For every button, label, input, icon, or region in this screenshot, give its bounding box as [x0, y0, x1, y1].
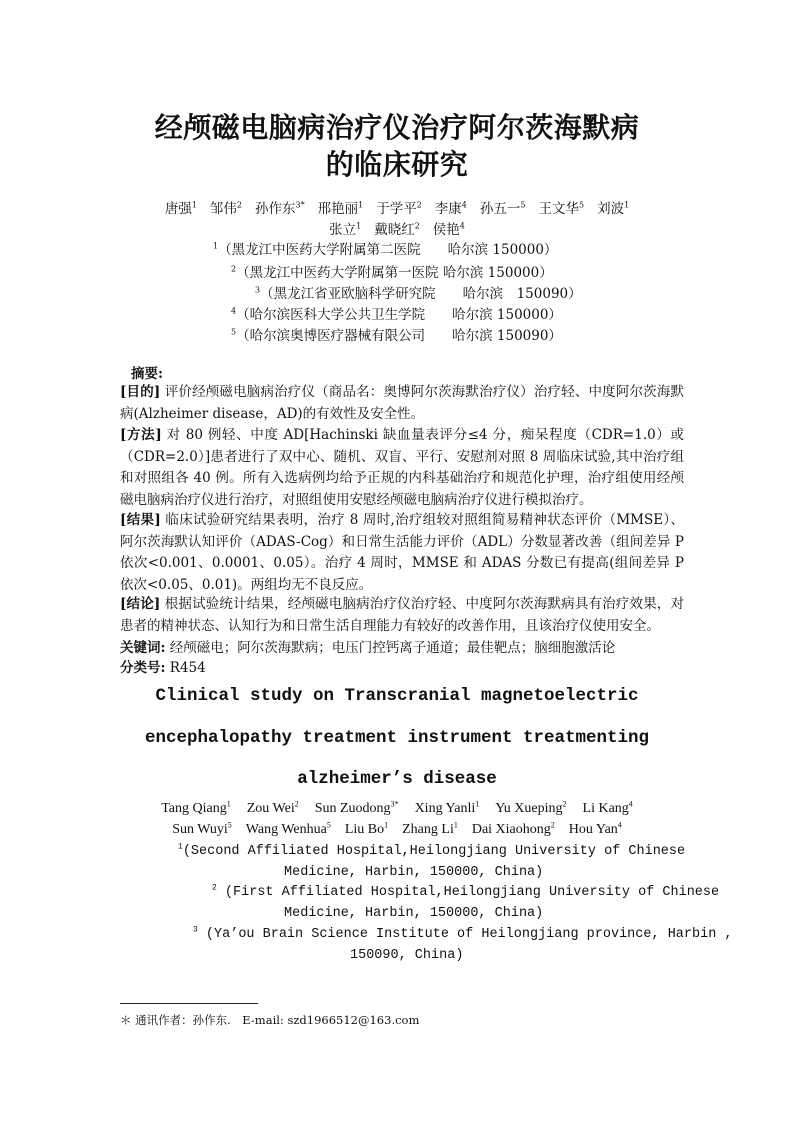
- author-name: [374, 222, 420, 238]
- author-name: [415, 801, 480, 816]
- author-affiliation-mark: 2: [562, 799, 567, 809]
- author-name: [569, 822, 622, 837]
- author-name-text: 李康: [434, 201, 462, 217]
- author-affiliation-mark: 1: [356, 221, 362, 231]
- footnote-corresponding-author: ＊ 通讯作者：孙作东. E-mail: szd1966512@163.com: [120, 1013, 420, 1027]
- author-affiliation-mark: 1: [384, 820, 389, 830]
- authors-cn-line-1: [0, 197, 794, 217]
- author-affiliation-mark: 1: [358, 200, 364, 210]
- affiliation-cn-4: $^4$（哈尔滨医科大学公共卫生学院 哈尔滨 150000）: [231, 306, 562, 323]
- authors-cn-line-2: [0, 218, 794, 238]
- author-affiliation-mark: 1: [226, 799, 231, 809]
- title-cn-line-1: 经颅磁电脑病治疗仪治疗阿尔茨海默病: [154, 111, 640, 144]
- author-name-text: Tang Qiang: [161, 801, 227, 816]
- author-name: [172, 822, 232, 837]
- author-name: [161, 801, 231, 816]
- author-name: [472, 822, 555, 837]
- abstract-conclusion: [结论] 根据试验统计结果，经颅磁电脑病治疗仪治疗轻、中度阿尔茨海默病具有治疗效果，对患者的精神状态、认知行为和日常生活自理能力有较好的改善作用，且该治疗仪使用安全。: [120, 596, 685, 634]
- author-name: [480, 201, 526, 217]
- title-en-line-3: alzheimer’s disease: [297, 769, 497, 789]
- author-affiliation-mark: 4: [628, 799, 633, 809]
- author-name-text: Xing Yanli: [414, 801, 476, 816]
- author-name: [597, 201, 629, 217]
- author-affiliation-mark: 3*: [390, 799, 399, 809]
- author-name: [247, 801, 299, 816]
- author-name: [435, 201, 467, 217]
- affiliation-en-3-line-1: $^3$ (Ya’ou Brain Science Institute of Heilongjiang province, Harbin ,: [193, 925, 733, 942]
- author-name: [433, 222, 465, 238]
- author-name: [583, 801, 633, 816]
- author-affiliation-mark: 1: [475, 799, 480, 809]
- author-affiliation-mark: 4: [459, 221, 465, 231]
- abstract-heading: 摘要:: [131, 366, 163, 382]
- author-name-text: 戴晓红: [374, 222, 415, 238]
- affiliation-en-2-line-2: Medicine, Harbin, 150000, China): [284, 906, 544, 921]
- author-affiliation-mark: 5: [326, 820, 331, 830]
- author-name-text: Zou Wei: [246, 801, 295, 816]
- author-name-text: 刘波: [597, 201, 625, 217]
- author-name-text: 于学平: [376, 201, 417, 217]
- author-name-text: 邹伟: [209, 201, 237, 217]
- author-affiliation-mark: 1: [453, 820, 458, 830]
- authors-en-line-1: [0, 801, 794, 817]
- author-name-text: 孙五一: [479, 201, 521, 217]
- author-name: [345, 822, 388, 837]
- author-name-text: 张立: [329, 222, 357, 238]
- author-affiliation-mark: 3*: [295, 200, 305, 210]
- author-affiliation-mark: 4: [461, 200, 467, 210]
- author-name: [210, 201, 242, 217]
- title-en-line-1: Clinical study on Transcranial magnetoelectric: [155, 686, 639, 706]
- author-name-text: 侯艳: [432, 222, 460, 238]
- affiliation-cn-2: $^2$（黑龙江中医药大学附属第一医院 哈尔滨 150000）: [231, 264, 553, 281]
- abstract-results: [结果] 临床试验研究结果表明，治疗 8 周时,治疗组较对照组简易精神状态评价（MMSE）、阿尔茨海默认知评价（ADAS-Cog）和日常生活能力评价（ADL）分数显著改善（组间差异 P 依次<0.001、0.0001、0.05）。治疗 4 周时，MMSE 和 ADAS 分数已有提高(组间差异 P 依次<0.05、0.01)。两组均无不良反应。: [120, 512, 684, 593]
- author-name-text: 王文华: [538, 201, 579, 217]
- author-name: [329, 222, 361, 238]
- author-name: [376, 201, 422, 217]
- author-affiliation-mark: 2: [416, 200, 422, 210]
- affiliation-cn-5: $^5$（哈尔滨奥博医疗器械有限公司 哈尔滨 150090）: [231, 327, 562, 344]
- author-name: [315, 801, 399, 816]
- author-name: [255, 201, 305, 217]
- footnote-divider: [120, 1003, 258, 1004]
- author-name-text: Hou Yan: [568, 822, 618, 837]
- author-name-text: Liu Bo: [344, 822, 385, 837]
- author-name: [495, 801, 566, 816]
- author-name-text: Sun Zuodong: [314, 801, 391, 816]
- affiliation-en-2-line-1: $^2$ (First Affiliated Hospital,Heilongjiang University of Chinese: [212, 883, 720, 900]
- affiliation-cn-3: $^3$（黑龙江省亚欧脑科学研究院 哈尔滨 150090）: [255, 285, 582, 302]
- author-affiliation-mark: 2: [414, 221, 420, 231]
- author-affiliation-mark: 5: [227, 820, 232, 830]
- affiliation-en-1-line-1: $^1$(Second Affiliated Hospital,Heilongjiang University of Chinese: [178, 842, 686, 859]
- author-name: [538, 201, 584, 217]
- abstract-objective: [目的] 评价经颅磁电脑病治疗仪（商品名：奥博阿尔茨海默治疗仪）治疗轻、中度阿尔茨海默病(Alzheimer disease，AD)的有效性及安全性。: [120, 384, 685, 422]
- author-name-text: 唐强: [164, 201, 192, 217]
- title-cn-line-2: 的临床研究: [325, 148, 469, 181]
- author-affiliation-mark: 1: [624, 200, 630, 210]
- author-affiliation-mark: 2: [236, 200, 243, 210]
- author-name: [318, 201, 364, 217]
- author-affiliation-mark: 1: [191, 200, 197, 210]
- author-affiliation-mark: 5: [578, 200, 585, 210]
- classification-number: 分类号: R454: [120, 660, 206, 676]
- affiliation-en-3-line-2: 150090, China): [350, 948, 464, 963]
- author-name-text: 邢艳丽: [317, 201, 359, 217]
- affiliation-cn-1: $^1$（黑龙江中医药大学附属第二医院 哈尔滨 150000）: [213, 241, 558, 258]
- author-name-text: Sun Wuyi: [172, 822, 228, 837]
- author-name-text: Zhang Li: [402, 822, 454, 837]
- author-name: [246, 822, 331, 837]
- author-name-text: 孙作东: [255, 201, 296, 217]
- author-name: [165, 201, 197, 217]
- author-name: [402, 822, 458, 837]
- keywords: 关键词: 经颅磁电；阿尔茨海默病；电压门控钙离子通道；最佳靶点；脑细胞激活论: [120, 640, 616, 656]
- author-name-text: Dai Xiaohong: [471, 822, 551, 837]
- authors-en-line-2: [0, 822, 794, 838]
- author-name-text: Yu Xueping: [495, 801, 563, 816]
- author-name-text: Wang Wenhua: [245, 822, 327, 837]
- author-affiliation-mark: 4: [617, 820, 622, 830]
- abstract-methods: [方法] 对 80 例轻、中度 AD[Hachinski 缺血量表评分≤4 分，痴呆程度（CDR=1.0）或（CDR=2.0）]患者进行了双中心、随机、双盲、平行、安慰剂对照 8 周临床试验,其中治疗组和对照组各 40 例。所有入选病例均给予正规的内科基础治疗和规范化护理，治疗组使用经颅磁电脑病治疗仪进行治疗，对照组使用安慰经颅磁电脑病治疗仪进行模拟治疗。: [120, 427, 684, 508]
- title-en-line-2: encephalopathy treatment instrument treatmenting: [144, 728, 650, 748]
- author-affiliation-mark: 2: [294, 799, 299, 809]
- author-affiliation-mark: 5: [520, 200, 526, 210]
- author-name-text: Li Kang: [582, 801, 629, 816]
- affiliation-en-1-line-2: Medicine, Harbin, 150000, China): [284, 865, 544, 880]
- author-affiliation-mark: 2: [550, 820, 555, 830]
